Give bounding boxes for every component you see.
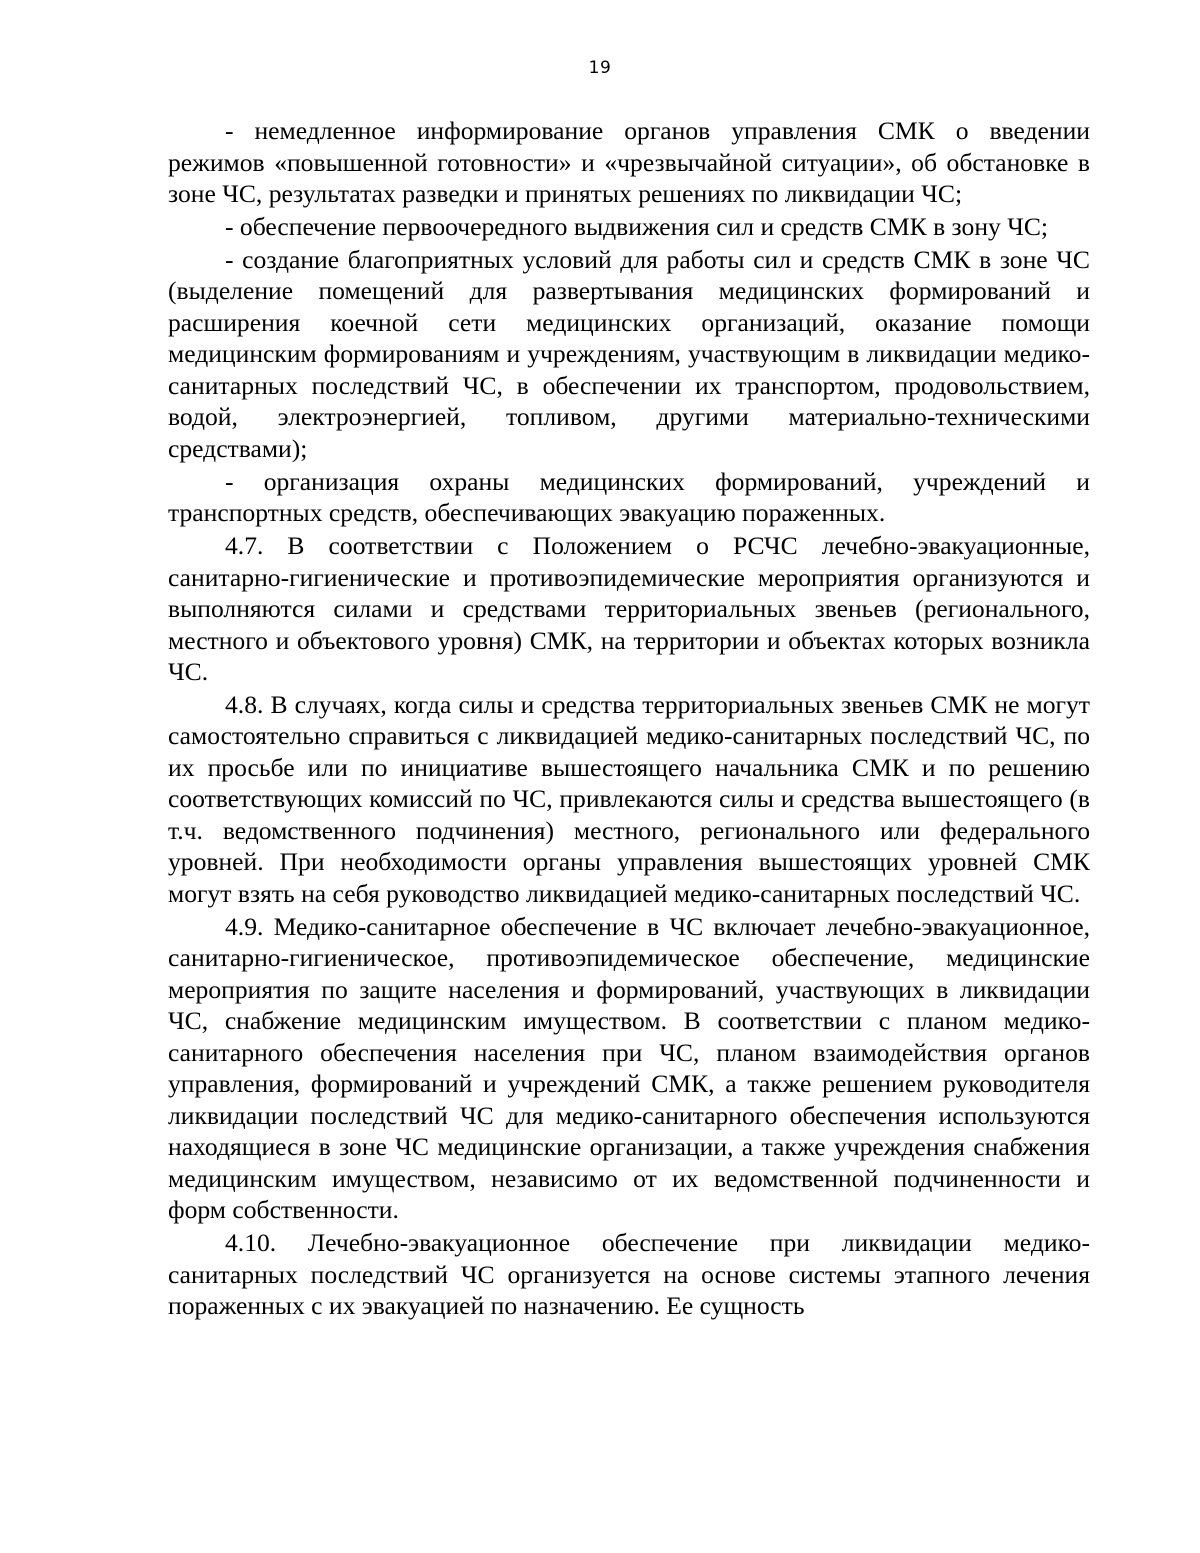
paragraph-section-4-9: 4.9. Медико-санитарное обеспечение в ЧС включает лечебно-эвакуационное, санитарно-гигиеническое, противоэпидемическое обеспечение, медицинские мероприятия по защите населения и формирований, участвующих в ликвидации ЧС, снабжение медицинским имуществом. В соответствии с планом медико-санитарного обеспечения населения при ЧС, планом взаимодействия органов управления, формирований и учреждений СМК, а также решением руководителя ликвидации последствий ЧС для медико-санитарного обеспечения используются находящиеся в зоне ЧС медицинские организации, а также учреждения снабжения медицинским имуществом, независимо от их ведомственной подчиненности и форм собственности. — [168, 911, 1090, 1225]
document-body — [168, 115, 1090, 1322]
paragraph-section-4-10: 4.10. Лечебно-эвакуационное обеспечение при ликвидации медико-санитарных последствий ЧС организуется на основе системы этапного лечения пораженных с их эвакуацией по назначению. Ее сущность — [168, 1228, 1090, 1321]
paragraph-forces-advancement: - обеспечение первоочередного выдвижения сил и средств СМК в зону ЧС; — [225, 211, 1049, 241]
paragraph-informing-authorities: - немедленное информирование органов управления СМК о введении режимов «повышенной готовности» и «чрезвычайной ситуации», об обстановке в зоне ЧС, результатах разведки и принятых решениях по ликвидации ЧС; — [168, 116, 1090, 208]
paragraph-section-4-7: 4.7. В соответствии с Положением о РСЧС лечебно-эвакуационные, санитарно-гигиенические и противоэпидемические мероприятия организуются и выполняются силами и средствами территориальных звеньев (регионального, местного и объектового уровня) СМК, на территории и объектах которых возникла ЧС. — [168, 531, 1090, 687]
paragraph-section-4-8: 4.8. В случаях, когда силы и средства территориальных звеньев СМК не могут самостоятельно справиться с ликвидацией медико-санитарных последствий ЧС, по их просьбе или по инициативе вышестоящего начальника СМК и по решению соответствующих комиссий по ЧС, привлекаются силы и средства вышестоящего (в т.ч. ведомственного подчинения) местного, регионального или федерального уровней. При необходимости органы управления вышестоящих уровней СМК могут взять на себя руководство ликвидацией медико-санитарных последствий ЧС. — [168, 689, 1090, 908]
paragraph-security-organization: - организация охраны медицинских формирований, учреждений и транспортных средств, обеспечивающих эвакуацию пораженных. — [168, 466, 1090, 528]
paragraph-favorable-conditions: - создание благоприятных условий для работы сил и средств СМК в зоне ЧС (выделение помещений для развертывания медицинских формирований и расширения коечной сети медицинских организаций, оказание помощи медицинским формированиям и учреждениям, участвующим в ликвидации медико-санитарных последствий ЧС, в обеспечении их транспортом, продовольствием, водой, электроэнергией, топливом, другими материально-техническими средствами); — [168, 244, 1090, 463]
page-number: 19 — [588, 58, 612, 78]
